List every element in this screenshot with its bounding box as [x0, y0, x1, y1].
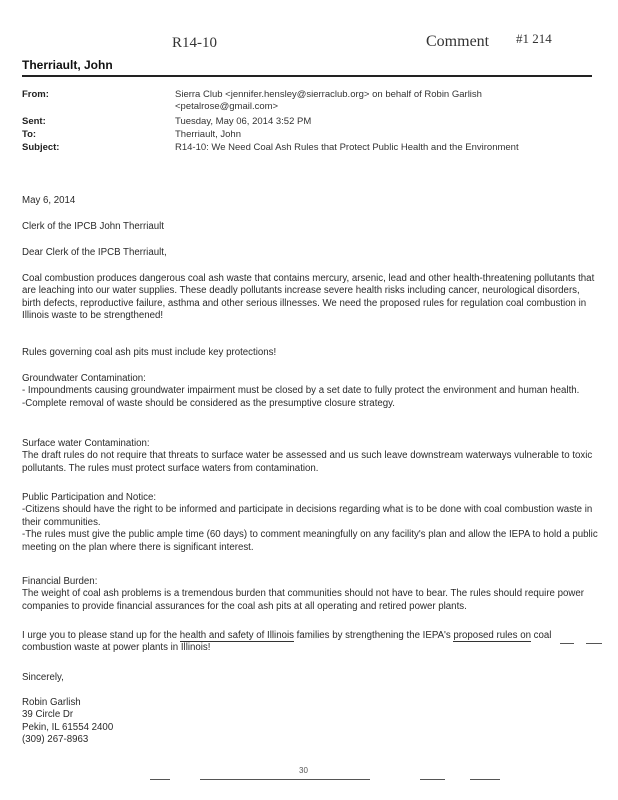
sender-phone: (309) 267-8963 — [22, 734, 89, 746]
to-value: Therriault, John — [175, 129, 242, 140]
subject-label: Subject: — [22, 142, 60, 153]
page-number: 30 — [299, 766, 308, 775]
scan-mark — [560, 643, 574, 644]
groundwater-point-2: -Complete removal of waste should be considered as the presumptive closure strategy. — [22, 397, 395, 409]
footer-dash — [470, 779, 500, 780]
surface-text: The draft rules do not require that threats to surface water be assessed and us such leave downstream waterways vulnerable to toxic pollutants. The rules must protect surface waters from contamination. — [22, 450, 593, 474]
sent-label: Sent: — [22, 116, 46, 127]
footer-rule — [200, 779, 370, 780]
groundwater-point-1: - Impoundments causing groundwater impairment must be closed by a set date to fully protect the environment and human health. — [22, 385, 580, 397]
letter-date: May 6, 2014 — [22, 195, 76, 206]
public-point-2: -The rules must give the public ample time (60 days) to comment meaningfully on any facility's plan and allow the IEPA to hold a public meeting on the plan where there is significant interest. — [22, 529, 598, 553]
closing-mid: families by strengthening the IEPA's — [293, 630, 454, 641]
intro-paragraph: Coal combustion produces dangerous coal ash waste that contains mercury, arsenic, lead and other health-threatening pollutants that are leaching into our water supplies. These deadly pollutants increase severe health risks including cancer, neurological disorders, birth defects, reproductive failure, asthma and other serious illnesses. We need the proposed rules for regulation coal combustion in Illinois waste to be strengthened! — [22, 273, 595, 322]
from-label: From: — [22, 89, 49, 100]
header-rule — [22, 75, 592, 77]
financial-text: The weight of coal ash problems is a tremendous burden that communities should not have to bear. The rules should require power companies to provide financial assurances for the coal ash pits at all operating and retired power plants. — [22, 588, 585, 612]
groundwater-section — [22, 373, 600, 410]
to-label: To: — [22, 129, 37, 140]
signature-block — [22, 697, 600, 747]
financial-heading: Financial Burden: — [22, 576, 98, 587]
footer-dash — [420, 779, 445, 780]
closing-underlined-2: proposed rules on — [453, 630, 531, 641]
public-point-1: -Citizens should have the right to be informed and participate in decisions regarding what is to be done with coal combustion waste in their communities. — [22, 504, 593, 528]
comment-label: Comment — [426, 33, 490, 50]
scan-mark — [586, 643, 602, 644]
rules-intro: Rules governing coal ash pits must include key protections! — [22, 347, 277, 358]
public-heading: Public Participation and Notice: — [22, 492, 157, 503]
closing-post: coal combustion waste at power plants in Illinois! — [22, 630, 552, 654]
closing-underlined-1: health and safety of Illinois — [179, 630, 294, 641]
subject-value: R14-10: We Need Coal Ash Rules that Protect Public Health and the Environment — [175, 142, 519, 153]
financial-section — [22, 576, 600, 613]
recipient-heading: Therriault, John — [22, 58, 113, 72]
sender-street: 39 Circle Dr — [22, 709, 74, 721]
sent-value: Tuesday, May 06, 2014 3:52 PM — [175, 116, 312, 127]
footer-dash — [150, 779, 170, 780]
sender-name: Robin Garlish — [22, 697, 81, 708]
comment-number: #1 214 — [516, 31, 552, 46]
from-value: Sierra Club <jennifer.hensley@sierraclub.org> on behalf of Robin Garlish <petalrose@gmail.com> — [175, 89, 482, 112]
sender-city: Pekin, IL 61554 2400 — [22, 721, 114, 733]
public-section — [22, 492, 600, 554]
docket-number: R14-10 — [172, 35, 217, 51]
closing-paragraph — [22, 630, 600, 655]
groundwater-heading: Groundwater Contamination: — [22, 373, 146, 384]
letter-salutation: Dear Clerk of the IPCB Therriault, — [22, 247, 167, 258]
signoff: Sincerely, — [22, 672, 64, 683]
letter-addressee: Clerk of the IPCB John Therriault — [22, 221, 164, 232]
surface-section — [22, 438, 600, 475]
closing-pre: I urge you to please stand up for the — [22, 630, 180, 641]
surface-heading: Surface water Contamination: — [22, 438, 150, 449]
